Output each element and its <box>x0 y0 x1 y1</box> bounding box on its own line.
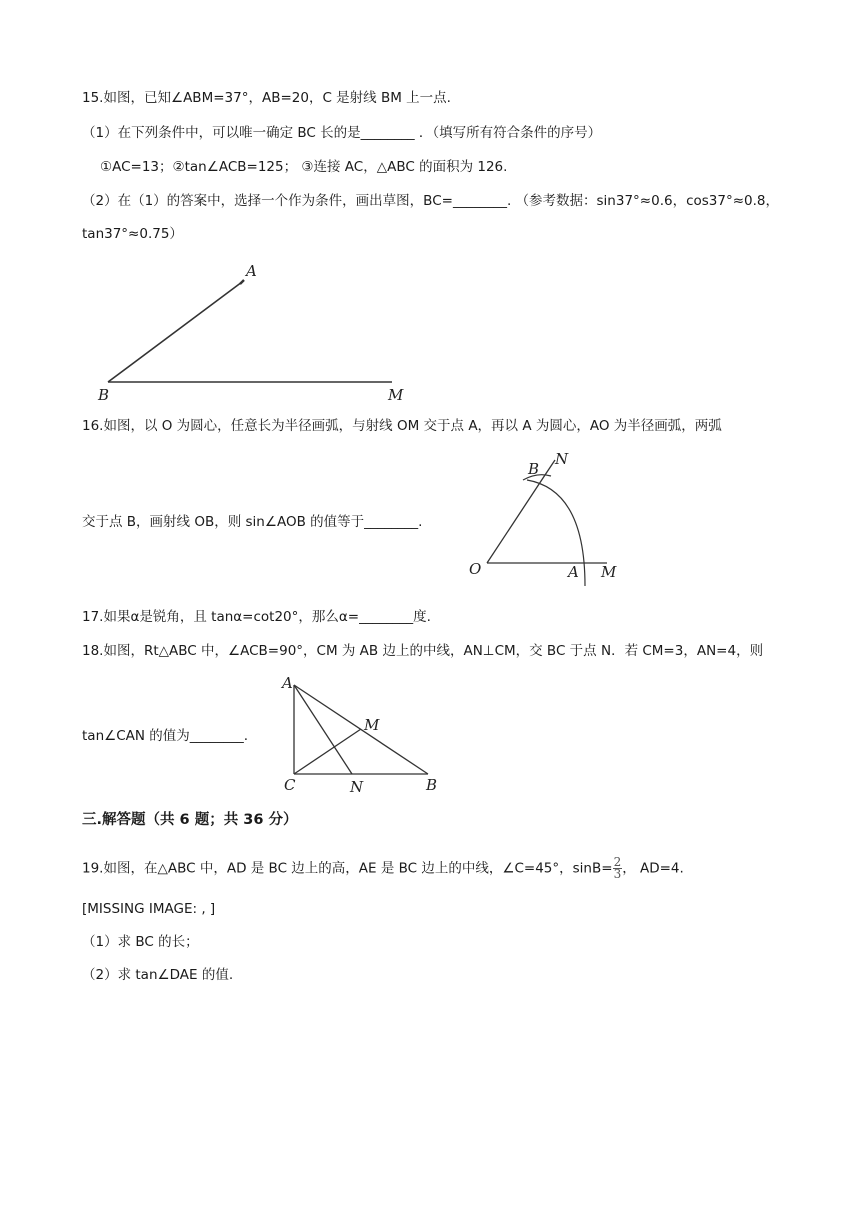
q16-label-a: A <box>568 563 579 581</box>
q15-label-a: A <box>246 262 257 280</box>
q18-figure <box>278 674 448 798</box>
section3-heading: 三.解答题（共 6 题；共 36 分） <box>82 812 298 828</box>
q16-label-m: M <box>601 563 617 581</box>
q16-figure <box>465 450 625 590</box>
q19-part2: （2）求 tan∠DAE 的值. <box>82 967 234 983</box>
q17-text: 17.如果α是锐角，且 tanα=cot20°，那么α=________度. <box>82 609 431 625</box>
q16-label-o: O <box>469 560 482 578</box>
q18-label-n: N <box>350 778 364 796</box>
q15-stem: 15.如图，已知∠ABM=37°，AB=20，C 是射线 BM 上一点. <box>82 90 451 106</box>
q19-frac-num: 2 <box>613 855 622 869</box>
q15-figure <box>90 258 420 408</box>
q19-fraction <box>613 857 623 880</box>
q19-missing-image: [MISSING IMAGE: , ] <box>82 901 216 917</box>
q19-part1: （1）求 BC 的长； <box>82 934 199 950</box>
q15-options: ①AC=13；②tan∠ACB=125； ③连接 AC，△ABC 的面积为 126. <box>100 159 508 175</box>
q19-frac-den: 3 <box>613 867 622 881</box>
q18-label-a: A <box>282 674 293 692</box>
q16-label-b: B <box>528 460 540 478</box>
q19-stem-after: ， AD=4. <box>622 860 684 877</box>
q16-label-n: N <box>555 450 569 468</box>
q18-label-m: M <box>364 716 380 734</box>
q18-label-c: C <box>284 776 296 794</box>
q16-line1: 16.如图，以 O 为圆心，任意长为半径画弧，与射线 OM 交于点 A，再以 A 为圆心，AO 为半径画弧，两弧 <box>82 418 722 434</box>
q15-part2-line2: tan37°≈0.75） <box>82 226 183 242</box>
q18-line2: tan∠CAN 的值为________. <box>82 728 249 744</box>
q15-label-m: M <box>388 386 404 404</box>
q15-part1: （1）在下列条件中，可以唯一确定 BC 长的是________ ．（填写所有符合条件的序号） <box>82 125 602 141</box>
q16-line2: 交于点 B，画射线 OB，则 sin∠AOB 的值等于________. <box>82 514 423 530</box>
q15-part2-line1: （2）在（1）的答案中，选择一个作为条件，画出草图，BC=________. （参考数据：sin37°≈0.6，cos37°≈0.8， <box>82 193 779 209</box>
q18-label-b: B <box>426 776 438 794</box>
q18-line1: 18.如图，Rt△ABC 中，∠ACB=90°，CM 为 AB 边上的中线，AN⊥CM，交 BC 于点 N．若 CM=3，AN=4，则 <box>82 643 764 659</box>
q15-label-b: B <box>98 386 110 404</box>
q19-stem <box>82 857 684 880</box>
q19-stem-before: 19.如图，在△ABC 中，AD 是 BC 边上的高，AE 是 BC 边上的中线，∠C=45°，sinB= <box>82 860 613 877</box>
